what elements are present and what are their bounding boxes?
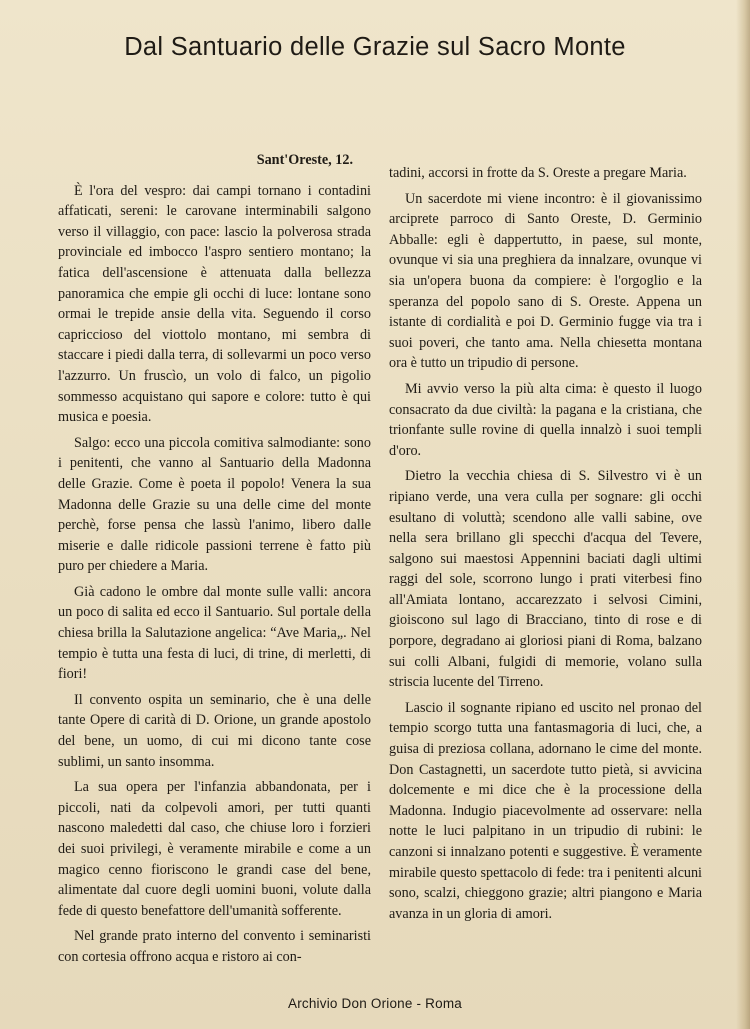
paragraph: Nel grande prato interno del convento i seminaristi con cortesia offrono acqua e ristoro ai con- (58, 928, 371, 965)
paragraph: Un sacerdote mi viene incontro: è il giovanissimo arciprete parroco di Santo Oreste, D. Germinio Abballe: egli è dappertutto, in paese, sul monte, ovunque vi sia una preghiera da innalzare, ovunque vi sia un'opera buona da compiere: è l'orgoglio e la speranza del popolo sano di S. Oreste. Appena un istante di cordialità e poi D. Germinio fugge via tra i suoi poveri, che tanto ama. Nella chiesetta montana ora è tutto un tripudio di persone. (389, 190, 702, 372)
left-column (58, 150, 371, 968)
archive-footer: Archivio Don Orione - Roma (287, 996, 462, 1011)
article-title: Dal Santuario delle Grazie sul Sacro Monte (124, 33, 626, 61)
paragraph: Già cadono le ombre dal monte sulle valli: ancora un poco di salita ed ecco il Santuario. Sul portale della chiesa brilla la Salutazione angelica: “Ave Maria„. Nel tempio è tutta una festa di luci, di trine, di merletti, di fiori! (58, 583, 371, 683)
page-edge-shadow (736, 0, 750, 1029)
paragraph: Dietro la vecchia chiesa di S. Silvestro vi è un ripiano verde, una vera culla per sognare: gli occhi esultano di voluttà; scendono alle valli sabine, ove nella sera brillano gli specchi d'acqua del Tevere, salgono sui maestosi Appennini baciati dagli ultimi raggi del sole, scorrono lungo i prati viterbesi fino all'Amiata lontano, accarezzato i selvosi Cimini, gioiscono sul lago di Bracciano, tinto di rose e di porpore, degradano ai gloriosi piani di Roma, balzano sui colli Albani, fulgidi di memorie, volano sulla striscia lucente del Tirreno. (389, 468, 702, 691)
paragraph: Il convento ospita un seminario, che è una delle tante Opere di carità di D. Orione, un grande apostolo del bene, un uomo, di cui mi dicono tante cose sublimi, un santo insomma. (58, 691, 371, 770)
paragraph-continuation: tadini, accorsi in frotte da S. Oreste a pregare Maria. (389, 165, 687, 181)
right-column (389, 163, 702, 924)
paragraph: Lascio il sognante ripiano ed uscito nel pronao del tempio scorgo tutta una fantasmagoria di luci, che, a guisa di preziosa collana, adornano le cime del monte. Don Castagnetti, un sacerdote tutto pietà, si avvicina dolcemente e mi dice che è la processione della Madonna. Indugio piacevolmente ad osservare: nella notte le luci palpitano in un tripudio di rubini: le canzoni si innalzano potenti e suggestive. È veramente mirabile questo spettacolo di fede: tra i penitenti alcuni sono, scalzi, chieggono grazie; altri piangono e Maria avanza in un gloria di amori. (389, 699, 702, 922)
paragraph: La sua opera per l'infanzia abbandonata, per i piccoli, nati da colpevoli amori, per tutti quanti nascono maledetti dal caso, che chiuse loro i forzieri dei suoi privilegi, è veramente mirabile e come a un magico cenno fioriscono le grandi case del bene, alimentate dal cuore degli uomini buoni, volute dalla fede di questo benefattore dell'umanità sofferente. (58, 779, 371, 919)
paragraph: È l'ora del vespro: dai campi tornano i contadini affaticati, sereni: le carovane interminabili salgono verso il villaggio, con pace: lascio la polverosa strada provinciale ed imbocco l'aspro sentiero montano; la fatica dell'ascensione è attenuata dalla bellezza panoramica che empie gli occhi di luce: lontane sono ormai le trepide ansie della vita. Seguendo il corso capriccioso del viottolo montano, mi sembra di staccare i piedi dalla terra, di sollevarmi un poco verso l'azzurro. Un fruscìo, un volo di falco, un pigolio sommesso acquistano qui sapore e colore: tutto è qui musica e poesia. (58, 182, 371, 426)
paragraph: Mi avvio verso la più alta cima: è questo il luogo consacrato da due civiltà: la pagana e la cristiana, che trionfante sulle rovine di quella innalzò i suoi templi d'oro. (389, 380, 702, 459)
dateline: Sant'Oreste, 12. (256, 152, 353, 168)
paragraph: Salgo: ecco una piccola comitiva salmodiante: sono i penitenti, che vanno al Santuario della Madonna delle Grazie. Come è poeta il popolo! Venera la sua Madonna delle Grazie su una delle cime del monte perchè, forse pensa che lassù l'animo, libero dalle miserie e dalle ridicole passioni terrene è fatto più puro per chiedere a Maria. (58, 434, 371, 575)
